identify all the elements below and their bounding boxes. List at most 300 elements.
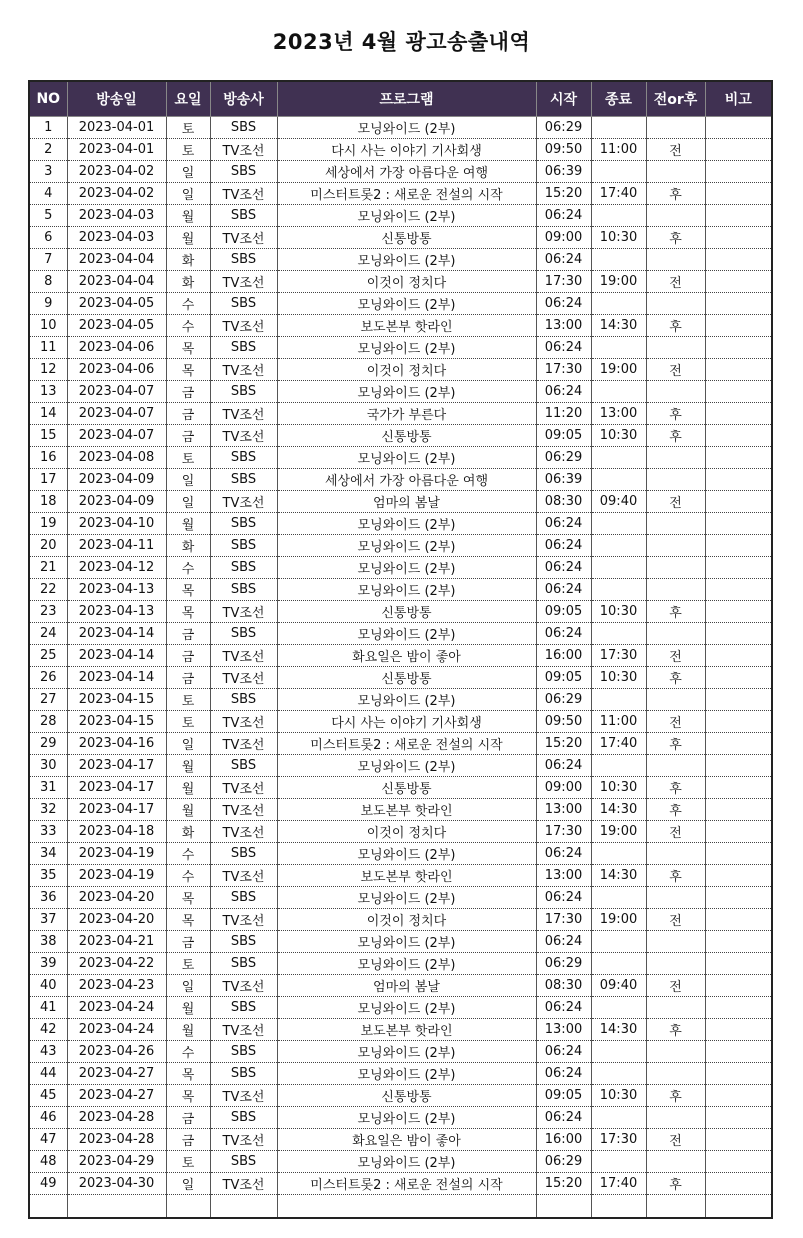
table-row bbox=[29, 1085, 772, 1107]
cell-channel: SBS bbox=[210, 1151, 277, 1173]
table-row bbox=[29, 579, 772, 601]
cell-program: 엄마의 봄날 bbox=[277, 491, 536, 513]
cell-remarks bbox=[705, 447, 772, 469]
cell-before-after bbox=[646, 117, 705, 139]
table-row bbox=[29, 183, 772, 205]
cell-remarks bbox=[705, 953, 772, 975]
cell-end bbox=[591, 535, 646, 557]
cell-weekday: 일 bbox=[166, 491, 210, 513]
cell-remarks bbox=[705, 403, 772, 425]
cell-end bbox=[591, 1151, 646, 1173]
cell-program: 모닝와이드 (2부) bbox=[277, 117, 536, 139]
cell-date: 2023-04-28 bbox=[67, 1129, 166, 1151]
cell-channel: SBS bbox=[210, 1041, 277, 1063]
cell-before-after bbox=[646, 623, 705, 645]
cell-date: 2023-04-23 bbox=[67, 975, 166, 997]
table-row bbox=[29, 1195, 772, 1219]
cell-end: 10:30 bbox=[591, 777, 646, 799]
cell-before-after: 전 bbox=[646, 821, 705, 843]
cell-remarks bbox=[705, 799, 772, 821]
cell-date: 2023-04-20 bbox=[67, 887, 166, 909]
cell-start: 13:00 bbox=[536, 315, 591, 337]
cell-end: 10:30 bbox=[591, 1085, 646, 1107]
cell-before-after bbox=[646, 1195, 705, 1219]
cell-remarks bbox=[705, 139, 772, 161]
cell-end: 09:40 bbox=[591, 491, 646, 513]
cell-channel: SBS bbox=[210, 953, 277, 975]
cell-start: 08:30 bbox=[536, 975, 591, 997]
header-date: 방송일 bbox=[67, 81, 166, 117]
cell-before-after bbox=[646, 535, 705, 557]
cell-remarks bbox=[705, 975, 772, 997]
cell-channel: TV조선 bbox=[210, 909, 277, 931]
cell-date: 2023-04-24 bbox=[67, 1019, 166, 1041]
cell-before-after: 전 bbox=[646, 711, 705, 733]
cell-remarks bbox=[705, 865, 772, 887]
cell-no: 30 bbox=[29, 755, 67, 777]
cell-date: 2023-04-13 bbox=[67, 601, 166, 623]
cell-start: 06:29 bbox=[536, 953, 591, 975]
cell-before-after bbox=[646, 469, 705, 491]
cell-remarks bbox=[705, 381, 772, 403]
cell-date: 2023-04-19 bbox=[67, 865, 166, 887]
cell-program bbox=[277, 1195, 536, 1219]
cell-date: 2023-04-21 bbox=[67, 931, 166, 953]
cell-end bbox=[591, 579, 646, 601]
cell-no: 45 bbox=[29, 1085, 67, 1107]
cell-end: 10:30 bbox=[591, 227, 646, 249]
cell-remarks bbox=[705, 491, 772, 513]
cell-date: 2023-04-07 bbox=[67, 381, 166, 403]
cell-before-after bbox=[646, 557, 705, 579]
cell-date: 2023-04-13 bbox=[67, 579, 166, 601]
cell-channel: SBS bbox=[210, 1107, 277, 1129]
cell-end: 14:30 bbox=[591, 1019, 646, 1041]
cell-start: 06:24 bbox=[536, 887, 591, 909]
cell-remarks bbox=[705, 1041, 772, 1063]
cell-start: 06:29 bbox=[536, 447, 591, 469]
cell-date: 2023-04-02 bbox=[67, 183, 166, 205]
cell-start: 09:50 bbox=[536, 711, 591, 733]
cell-program: 세상에서 가장 아름다운 여행 bbox=[277, 469, 536, 491]
cell-remarks bbox=[705, 271, 772, 293]
cell-start: 06:24 bbox=[536, 557, 591, 579]
cell-no: 28 bbox=[29, 711, 67, 733]
table-row bbox=[29, 271, 772, 293]
cell-before-after: 전 bbox=[646, 139, 705, 161]
cell-weekday: 금 bbox=[166, 931, 210, 953]
cell-start: 17:30 bbox=[536, 359, 591, 381]
cell-program: 보도본부 핫라인 bbox=[277, 315, 536, 337]
cell-end: 10:30 bbox=[591, 425, 646, 447]
cell-no: 12 bbox=[29, 359, 67, 381]
cell-program: 이것이 정치다 bbox=[277, 271, 536, 293]
cell-date: 2023-04-22 bbox=[67, 953, 166, 975]
cell-date: 2023-04-24 bbox=[67, 997, 166, 1019]
cell-no: 27 bbox=[29, 689, 67, 711]
table-body bbox=[29, 117, 772, 1219]
cell-program: 모닝와이드 (2부) bbox=[277, 249, 536, 271]
cell-start: 15:20 bbox=[536, 733, 591, 755]
cell-weekday: 목 bbox=[166, 887, 210, 909]
cell-end bbox=[591, 1107, 646, 1129]
cell-channel: TV조선 bbox=[210, 1129, 277, 1151]
cell-no: 5 bbox=[29, 205, 67, 227]
cell-start: 06:24 bbox=[536, 579, 591, 601]
cell-no: 8 bbox=[29, 271, 67, 293]
cell-weekday: 목 bbox=[166, 601, 210, 623]
cell-date: 2023-04-15 bbox=[67, 689, 166, 711]
cell-start: 15:20 bbox=[536, 1173, 591, 1195]
cell-before-after: 후 bbox=[646, 1085, 705, 1107]
cell-no: 26 bbox=[29, 667, 67, 689]
cell-before-after: 후 bbox=[646, 667, 705, 689]
table-row bbox=[29, 777, 772, 799]
cell-end: 14:30 bbox=[591, 315, 646, 337]
cell-end: 10:30 bbox=[591, 601, 646, 623]
cell-remarks bbox=[705, 315, 772, 337]
cell-weekday: 금 bbox=[166, 667, 210, 689]
cell-weekday: 목 bbox=[166, 1063, 210, 1085]
cell-before-after bbox=[646, 843, 705, 865]
cell-channel: TV조선 bbox=[210, 491, 277, 513]
table-row bbox=[29, 447, 772, 469]
cell-channel: SBS bbox=[210, 381, 277, 403]
cell-program: 모닝와이드 (2부) bbox=[277, 535, 536, 557]
cell-remarks bbox=[705, 1195, 772, 1219]
table-row bbox=[29, 161, 772, 183]
cell-remarks bbox=[705, 359, 772, 381]
cell-program: 다시 사는 이야기 기사회생 bbox=[277, 711, 536, 733]
cell-end: 17:30 bbox=[591, 645, 646, 667]
cell-start: 13:00 bbox=[536, 865, 591, 887]
cell-end bbox=[591, 887, 646, 909]
cell-weekday: 금 bbox=[166, 1129, 210, 1151]
cell-start: 13:00 bbox=[536, 1019, 591, 1041]
cell-end: 11:00 bbox=[591, 711, 646, 733]
table-row bbox=[29, 491, 772, 513]
cell-date: 2023-04-17 bbox=[67, 755, 166, 777]
table-row bbox=[29, 799, 772, 821]
table-row bbox=[29, 667, 772, 689]
cell-no: 17 bbox=[29, 469, 67, 491]
cell-weekday: 목 bbox=[166, 359, 210, 381]
table-row bbox=[29, 315, 772, 337]
cell-weekday: 월 bbox=[166, 1019, 210, 1041]
cell-date: 2023-04-01 bbox=[67, 139, 166, 161]
cell-no: 48 bbox=[29, 1151, 67, 1173]
cell-weekday: 수 bbox=[166, 1041, 210, 1063]
cell-program: 이것이 정치다 bbox=[277, 909, 536, 931]
cell-end: 17:40 bbox=[591, 1173, 646, 1195]
cell-weekday: 금 bbox=[166, 425, 210, 447]
cell-before-after bbox=[646, 1041, 705, 1063]
cell-no: 40 bbox=[29, 975, 67, 997]
table-row bbox=[29, 359, 772, 381]
cell-start: 09:05 bbox=[536, 601, 591, 623]
cell-before-after: 후 bbox=[646, 601, 705, 623]
header-end: 종료 bbox=[591, 81, 646, 117]
table-row bbox=[29, 1063, 772, 1085]
cell-start: 09:05 bbox=[536, 667, 591, 689]
cell-start: 13:00 bbox=[536, 799, 591, 821]
cell-start: 16:00 bbox=[536, 1129, 591, 1151]
table-row bbox=[29, 1107, 772, 1129]
cell-date: 2023-04-16 bbox=[67, 733, 166, 755]
cell-start: 06:24 bbox=[536, 293, 591, 315]
cell-remarks bbox=[705, 1173, 772, 1195]
cell-start: 06:24 bbox=[536, 1063, 591, 1085]
cell-date: 2023-04-09 bbox=[67, 469, 166, 491]
cell-remarks bbox=[705, 337, 772, 359]
cell-channel: SBS bbox=[210, 843, 277, 865]
cell-remarks bbox=[705, 711, 772, 733]
cell-weekday: 월 bbox=[166, 755, 210, 777]
cell-start: 06:39 bbox=[536, 469, 591, 491]
cell-end bbox=[591, 381, 646, 403]
cell-channel: TV조선 bbox=[210, 139, 277, 161]
cell-date: 2023-04-08 bbox=[67, 447, 166, 469]
cell-before-after bbox=[646, 689, 705, 711]
cell-no: 6 bbox=[29, 227, 67, 249]
header-program: 프로그램 bbox=[277, 81, 536, 117]
broadcast-table bbox=[28, 80, 773, 1219]
cell-remarks bbox=[705, 513, 772, 535]
cell-no: 39 bbox=[29, 953, 67, 975]
cell-channel: SBS bbox=[210, 469, 277, 491]
cell-remarks bbox=[705, 689, 772, 711]
cell-end: 19:00 bbox=[591, 909, 646, 931]
cell-no: 43 bbox=[29, 1041, 67, 1063]
cell-start: 06:39 bbox=[536, 161, 591, 183]
cell-start: 09:50 bbox=[536, 139, 591, 161]
cell-channel: SBS bbox=[210, 337, 277, 359]
cell-end bbox=[591, 513, 646, 535]
cell-weekday: 금 bbox=[166, 645, 210, 667]
cell-before-after bbox=[646, 1063, 705, 1085]
cell-before-after bbox=[646, 931, 705, 953]
cell-channel: SBS bbox=[210, 205, 277, 227]
cell-no: 44 bbox=[29, 1063, 67, 1085]
cell-weekday: 월 bbox=[166, 513, 210, 535]
cell-start: 17:30 bbox=[536, 821, 591, 843]
cell-no: 41 bbox=[29, 997, 67, 1019]
cell-weekday: 토 bbox=[166, 711, 210, 733]
cell-channel: SBS bbox=[210, 1063, 277, 1085]
cell-program: 이것이 정치다 bbox=[277, 359, 536, 381]
cell-program: 모닝와이드 (2부) bbox=[277, 689, 536, 711]
cell-weekday: 수 bbox=[166, 865, 210, 887]
cell-program: 모닝와이드 (2부) bbox=[277, 1151, 536, 1173]
cell-start: 06:24 bbox=[536, 623, 591, 645]
cell-weekday: 월 bbox=[166, 227, 210, 249]
cell-channel bbox=[210, 1195, 277, 1219]
cell-no: 35 bbox=[29, 865, 67, 887]
cell-remarks bbox=[705, 227, 772, 249]
table-row bbox=[29, 557, 772, 579]
cell-program: 신통방통 bbox=[277, 425, 536, 447]
cell-start: 16:00 bbox=[536, 645, 591, 667]
cell-date: 2023-04-05 bbox=[67, 293, 166, 315]
cell-date: 2023-04-10 bbox=[67, 513, 166, 535]
cell-weekday: 수 bbox=[166, 293, 210, 315]
cell-date: 2023-04-17 bbox=[67, 777, 166, 799]
cell-channel: TV조선 bbox=[210, 975, 277, 997]
cell-channel: TV조선 bbox=[210, 799, 277, 821]
cell-start: 06:29 bbox=[536, 117, 591, 139]
cell-before-after: 후 bbox=[646, 183, 705, 205]
cell-channel: SBS bbox=[210, 755, 277, 777]
cell-weekday: 일 bbox=[166, 733, 210, 755]
cell-channel: TV조선 bbox=[210, 777, 277, 799]
cell-no: 49 bbox=[29, 1173, 67, 1195]
table-row bbox=[29, 865, 772, 887]
cell-channel: TV조선 bbox=[210, 711, 277, 733]
cell-before-after: 후 bbox=[646, 799, 705, 821]
cell-start: 09:05 bbox=[536, 1085, 591, 1107]
cell-no: 2 bbox=[29, 139, 67, 161]
cell-program: 모닝와이드 (2부) bbox=[277, 557, 536, 579]
cell-end bbox=[591, 1063, 646, 1085]
table-row bbox=[29, 887, 772, 909]
cell-program: 모닝와이드 (2부) bbox=[277, 887, 536, 909]
cell-channel: TV조선 bbox=[210, 359, 277, 381]
cell-remarks bbox=[705, 249, 772, 271]
cell-channel: SBS bbox=[210, 997, 277, 1019]
cell-start: 06:24 bbox=[536, 249, 591, 271]
cell-end bbox=[591, 1195, 646, 1219]
cell-before-after: 전 bbox=[646, 975, 705, 997]
cell-no: 29 bbox=[29, 733, 67, 755]
cell-before-after: 후 bbox=[646, 425, 705, 447]
table-row bbox=[29, 1173, 772, 1195]
cell-program: 이것이 정치다 bbox=[277, 821, 536, 843]
cell-remarks bbox=[705, 601, 772, 623]
cell-weekday: 토 bbox=[166, 689, 210, 711]
cell-weekday: 일 bbox=[166, 975, 210, 997]
cell-weekday: 일 bbox=[166, 161, 210, 183]
cell-weekday: 일 bbox=[166, 1173, 210, 1195]
cell-weekday: 토 bbox=[166, 117, 210, 139]
cell-weekday: 월 bbox=[166, 799, 210, 821]
cell-remarks bbox=[705, 623, 772, 645]
cell-end bbox=[591, 997, 646, 1019]
cell-before-after bbox=[646, 381, 705, 403]
cell-before-after: 전 bbox=[646, 491, 705, 513]
cell-start: 06:24 bbox=[536, 205, 591, 227]
cell-channel: TV조선 bbox=[210, 183, 277, 205]
cell-weekday: 토 bbox=[166, 447, 210, 469]
header-channel: 방송사 bbox=[210, 81, 277, 117]
cell-start: 06:24 bbox=[536, 381, 591, 403]
table-row bbox=[29, 403, 772, 425]
cell-date: 2023-04-29 bbox=[67, 1151, 166, 1173]
cell-no: 18 bbox=[29, 491, 67, 513]
cell-remarks bbox=[705, 1151, 772, 1173]
table-row bbox=[29, 997, 772, 1019]
cell-remarks bbox=[705, 777, 772, 799]
cell-end bbox=[591, 1041, 646, 1063]
cell-weekday: 금 bbox=[166, 403, 210, 425]
cell-channel: TV조선 bbox=[210, 315, 277, 337]
cell-start bbox=[536, 1195, 591, 1219]
cell-remarks bbox=[705, 733, 772, 755]
cell-program: 모닝와이드 (2부) bbox=[277, 205, 536, 227]
cell-remarks bbox=[705, 1129, 772, 1151]
table-row bbox=[29, 535, 772, 557]
cell-before-after: 후 bbox=[646, 865, 705, 887]
cell-before-after: 후 bbox=[646, 315, 705, 337]
cell-before-after: 후 bbox=[646, 1173, 705, 1195]
cell-no: 32 bbox=[29, 799, 67, 821]
cell-end: 10:30 bbox=[591, 667, 646, 689]
cell-date: 2023-04-19 bbox=[67, 843, 166, 865]
cell-channel: TV조선 bbox=[210, 733, 277, 755]
cell-program: 모닝와이드 (2부) bbox=[277, 579, 536, 601]
cell-before-after bbox=[646, 513, 705, 535]
cell-remarks bbox=[705, 1085, 772, 1107]
table-row bbox=[29, 689, 772, 711]
cell-date: 2023-04-20 bbox=[67, 909, 166, 931]
cell-end bbox=[591, 447, 646, 469]
cell-remarks bbox=[705, 557, 772, 579]
cell-before-after: 후 bbox=[646, 777, 705, 799]
cell-start: 06:24 bbox=[536, 843, 591, 865]
cell-channel: SBS bbox=[210, 293, 277, 315]
cell-program: 모닝와이드 (2부) bbox=[277, 843, 536, 865]
cell-before-after bbox=[646, 953, 705, 975]
cell-remarks bbox=[705, 755, 772, 777]
table-row bbox=[29, 1129, 772, 1151]
cell-before-after: 전 bbox=[646, 1129, 705, 1151]
cell-date: 2023-04-26 bbox=[67, 1041, 166, 1063]
cell-channel: SBS bbox=[210, 689, 277, 711]
cell-start: 06:24 bbox=[536, 931, 591, 953]
cell-date: 2023-04-27 bbox=[67, 1085, 166, 1107]
table-row bbox=[29, 139, 772, 161]
cell-before-after: 전 bbox=[646, 909, 705, 931]
cell-date: 2023-04-01 bbox=[67, 117, 166, 139]
cell-no: 33 bbox=[29, 821, 67, 843]
table-row bbox=[29, 975, 772, 997]
cell-remarks bbox=[705, 161, 772, 183]
cell-no: 13 bbox=[29, 381, 67, 403]
cell-program: 화요일은 밤이 좋아 bbox=[277, 645, 536, 667]
cell-program: 모닝와이드 (2부) bbox=[277, 623, 536, 645]
cell-date: 2023-04-03 bbox=[67, 205, 166, 227]
cell-end bbox=[591, 205, 646, 227]
table-row bbox=[29, 227, 772, 249]
cell-start: 06:24 bbox=[536, 513, 591, 535]
cell-program: 신통방통 bbox=[277, 601, 536, 623]
cell-before-after bbox=[646, 997, 705, 1019]
cell-channel: TV조선 bbox=[210, 425, 277, 447]
cell-end: 14:30 bbox=[591, 799, 646, 821]
cell-no: 16 bbox=[29, 447, 67, 469]
cell-program: 모닝와이드 (2부) bbox=[277, 931, 536, 953]
cell-program: 모닝와이드 (2부) bbox=[277, 1063, 536, 1085]
cell-end: 17:40 bbox=[591, 183, 646, 205]
cell-remarks bbox=[705, 117, 772, 139]
cell-no: 23 bbox=[29, 601, 67, 623]
cell-remarks bbox=[705, 1019, 772, 1041]
cell-channel: TV조선 bbox=[210, 1019, 277, 1041]
cell-remarks bbox=[705, 909, 772, 931]
cell-start: 06:24 bbox=[536, 1041, 591, 1063]
cell-no: 46 bbox=[29, 1107, 67, 1129]
cell-date: 2023-04-07 bbox=[67, 403, 166, 425]
cell-no: 42 bbox=[29, 1019, 67, 1041]
